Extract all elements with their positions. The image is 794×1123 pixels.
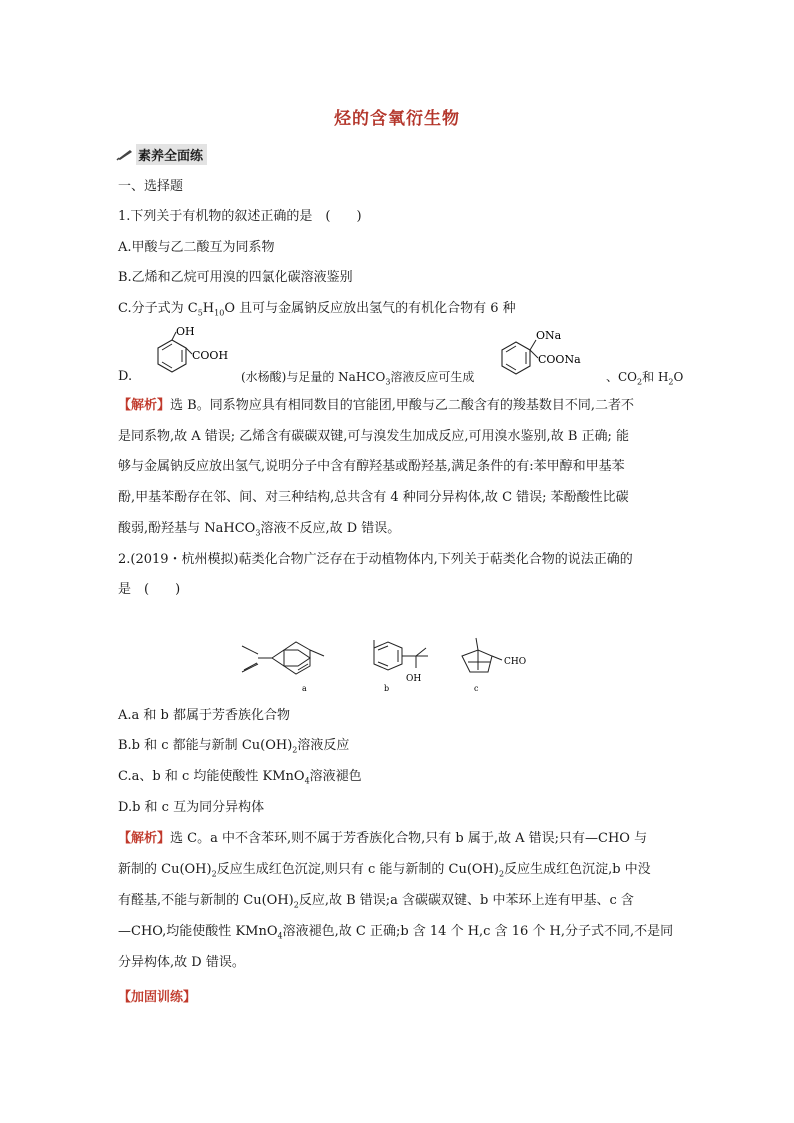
- q2-option-a: A.a 和 b 都属于芳香族化合物: [118, 708, 290, 723]
- q1-analysis-line-2: 是同系物,故 A 错误; 乙烯含有碳碳双键,可与溴发生加成反应,可用溴水鉴别,故 B 正确; 能: [118, 429, 630, 444]
- q1-option-d-label: D.: [118, 369, 133, 384]
- q2-analysis-line-1: 【解析】选 C。a 中不含苯环,则不属于芳香族化合物,只有 b 属于,故 A 错误;只有—CHO 与: [118, 831, 648, 846]
- section-tag: 素养全面练: [136, 144, 207, 165]
- q2-analysis-line-4: —CHO,均能使酸性 KMnO$_4$溶液褪色,故 C 正确;b 含 14 个 H,c 含 16 个 H,分子式不同,不是同: [118, 924, 674, 941]
- cooh-label: COOH: [192, 349, 229, 362]
- oh-label-b: OH: [406, 674, 422, 684]
- salicylic-acid-structure: [136, 326, 240, 384]
- q2-stem-line-2: 是 ( ): [118, 582, 181, 597]
- q2-analysis-line-3: 有醛基,不能与新制的 $Cu(OH)_2$反应,故 B 错误;a 含碳碳双键、b 中苯环上连有甲基、c 含: [118, 893, 634, 910]
- q2-option-b: B.b 和 c 都能与新制 $Cu(OH)_2$溶液反应: [118, 738, 350, 755]
- q1-option-c: C.分子式为 $C_5H_{10}O$ 且可与金属钠反应放出氢气的有机化合物有 6 种: [118, 301, 516, 318]
- analysis-label-2: 【解析】: [118, 831, 171, 846]
- q1-stem: 1.下列关于有机物的叙述正确的是 ( ): [118, 209, 362, 224]
- oh-label: OH: [176, 326, 195, 338]
- reinforce-label: 【加固训练】: [118, 990, 197, 1005]
- pencil-icon: [116, 147, 136, 161]
- q1-analysis-line-5: 酸弱,酚羟基与 NaHCO$_3$溶液不反应,故 D 错误。: [118, 521, 401, 538]
- q1-analysis-line-3: 够与金属钠反应放出氢气,说明分子中含有醇羟基或酚羟基,满足条件的有:苯甲醇和甲基苯: [118, 459, 625, 474]
- analysis-label: 【解析】: [118, 398, 171, 413]
- cho-label: CHO: [504, 657, 527, 667]
- q1-option-d-end: 、$CO_2$和 $H_2O$: [606, 370, 684, 387]
- sodium-salicylate-structure: [494, 326, 606, 384]
- ona-label: ONa: [536, 329, 562, 342]
- q2-option-d: D.b 和 c 互为同分异构体: [118, 800, 265, 815]
- part-heading: 一、选择题: [118, 179, 184, 194]
- q1-option-b: B.乙烯和乙烷可用溴的四氯化碳溶液鉴别: [118, 270, 353, 285]
- q1-option-d-middle: (水杨酸)与足量的 NaHCO$_3$溶液反应可生成: [241, 370, 475, 387]
- q1-option-a: A.甲酸与乙二酸互为同系物: [118, 240, 275, 255]
- q1-analysis-line-4: 酚,甲基苯酚存在邻、间、对三种结构,总共含有 4 种同分异构体,故 C 错误; 苯酚酸性比碳: [118, 490, 629, 505]
- compound-a-structure: [240, 636, 336, 696]
- q1-analysis-line-1: 【解析】选 B。同系物应具有相同数目的官能团,甲酸与乙二酸含有的羧基数目不同,二者不: [118, 398, 634, 413]
- compound-b-structure: [360, 636, 440, 696]
- q2-analysis-line-2: 新制的 $Cu(OH)_2$反应生成红色沉淀,则只有 c 能与新制的 $Cu(OH)_2$反应生成红色沉淀,b 中没: [118, 862, 651, 879]
- label-a: a: [302, 684, 307, 693]
- q2-option-c: C.a、b 和 c 均能使酸性 KMnO$_4$溶液褪色: [118, 769, 362, 786]
- coona-label: COONa: [538, 353, 581, 366]
- q2-analysis-line-5: 分异构体,故 D 错误。: [118, 955, 245, 970]
- label-c: c: [474, 684, 479, 693]
- q2-stem-line-1: 2.(2019・杭州模拟)萜类化合物广泛存在于动植物体内,下列关于萜类化合物的说法正确的: [118, 552, 633, 567]
- compound-c-structure: [448, 636, 558, 696]
- page-title: 烃的含氧衍生物: [334, 109, 460, 129]
- label-b: b: [384, 684, 390, 693]
